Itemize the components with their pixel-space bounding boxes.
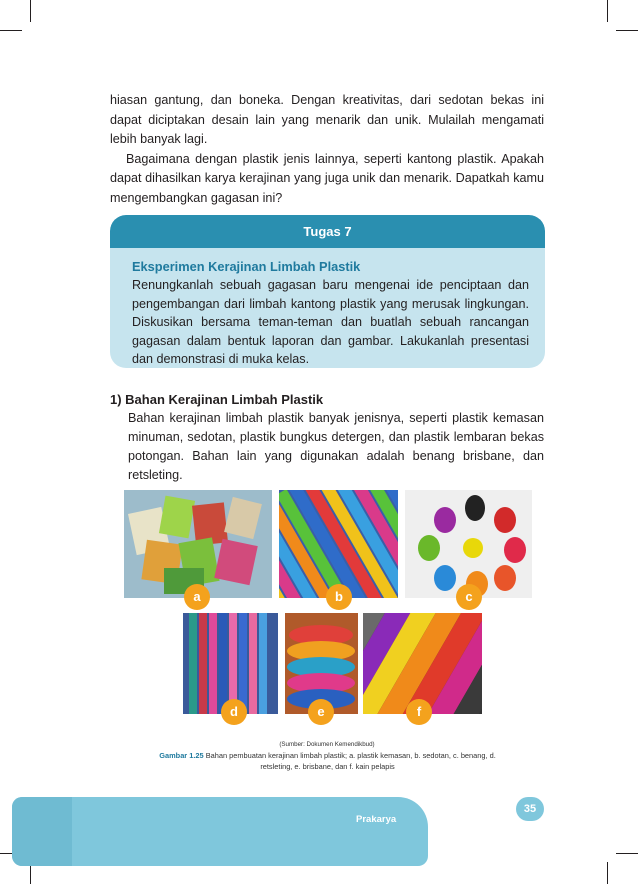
footer-bar-accent	[12, 797, 72, 866]
task-box	[110, 215, 545, 368]
paragraph-2: Bagaimana dengan plastik jenis lainnya, seperti kantong plastik. Apakah dapat dihasilkan karya kerajinan yang juga unik dan menarik. Dapatkah kamu mengembangkan gagasan ini?	[110, 151, 544, 205]
crop-mark	[30, 0, 31, 22]
label-c: c	[456, 584, 482, 610]
label-d: d	[221, 699, 247, 725]
crop-mark	[616, 853, 638, 854]
photo-straws	[279, 490, 398, 598]
caption-text: Bahan pembuatan kerajinan limbah plastik; a. plastik kemasan, b. sedotan, c. benang, d. retsleting, e. brisbane, dan f. kain pelapis	[205, 751, 496, 771]
label-e: e	[308, 699, 334, 725]
section-heading: 1) Bahan Kerajinan Limbah Plastik	[110, 392, 324, 407]
photo-plastic-packaging	[124, 490, 272, 598]
body-text	[110, 91, 544, 208]
threads-image	[405, 490, 532, 598]
plastic-packaging-image	[124, 490, 272, 598]
task-text: Renungkanlah sebuah gagasan baru mengenai ide penciptaan dan pengembangan dari limbah kantong plastik yang merusak lingkungan. Diskusikan bersama teman-teman dan buatlah sebuah rancangan gagasan dalam bentuk laporan dan gambar. Lakukanlah presentasi dan demonstrasi di muka kelas.	[132, 278, 529, 367]
figure-caption	[150, 751, 505, 772]
page-number: 35	[516, 797, 544, 821]
footer-bar	[12, 797, 428, 866]
label-a: a	[184, 584, 210, 610]
photo-threads	[405, 490, 532, 598]
task-body	[110, 248, 545, 368]
footer-book-title: Prakarya	[356, 814, 397, 825]
crop-mark	[0, 30, 22, 31]
label-b: b	[326, 584, 352, 610]
paragraph-1: hiasan gantung, dan boneka. Dengan kreativitas, dari sedotan bekas ini dapat diciptakan desain lain yang menarik dan unik. Mulailah mengamati lebih banyak lagi.	[110, 93, 544, 146]
caption-label: Gambar 1.25	[159, 751, 204, 760]
task-title: Eksperimen Kerajinan Limbah Plastik	[132, 259, 361, 274]
figure-source: (Sumber: Dokumen Kemendikbud)	[279, 741, 375, 748]
crop-mark	[607, 862, 608, 884]
crop-mark	[616, 30, 638, 31]
task-header: Tugas 7	[110, 215, 545, 248]
crop-mark	[607, 0, 608, 22]
section-materials	[110, 390, 544, 485]
section-body: Bahan kerajinan limbah plastik banyak jenisnya, seperti plastik kemasan minuman, sedotan, plastik bungkus detergen, dan plastik lembaran bekas potongan. Bahan lain yang digunakan adalah benang brisbane, dan retsleting.	[128, 411, 544, 482]
label-f: f	[406, 699, 432, 725]
straws-image	[279, 490, 398, 598]
